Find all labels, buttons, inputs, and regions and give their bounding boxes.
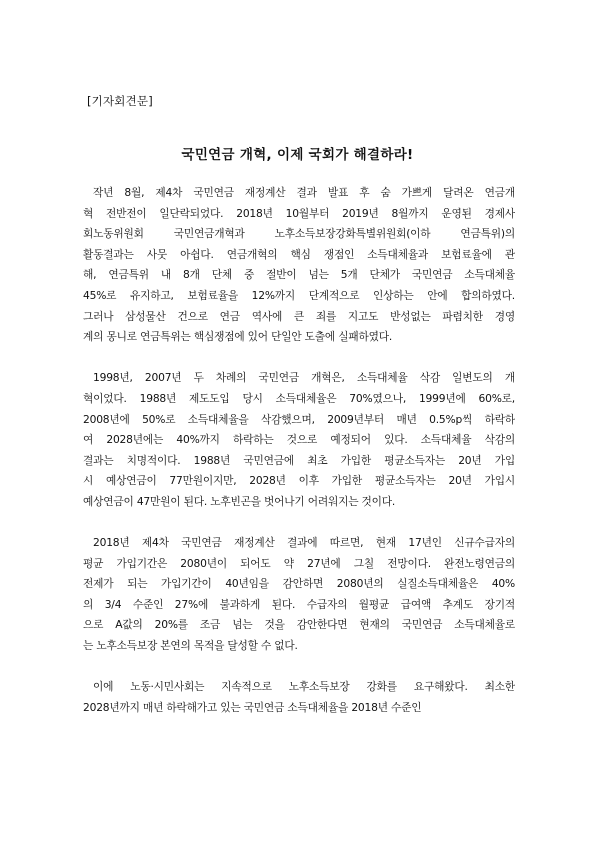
paragraph-2 [83, 368, 515, 512]
paragraph-line: 예상연금이 47만원이 된다. 노후빈곤을 벗어나기 어려워지는 것이다. [83, 494, 396, 508]
paragraph-line: 2028년까지 매년 하락해가고 있는 국민연금 소득대체율을 2018년 수준인 [83, 700, 422, 714]
paragraph-line: 작년 8월, 제4차 국민연금 재정계산 결과 발표 후 숨 가쁘게 달려온 연금개 [93, 186, 515, 199]
paragraph-line: 시 예상연금이 77만원이지만, 2028년 이후 가입한 평균소득자는 20년 가입시 [83, 474, 515, 488]
paragraph-1 [83, 183, 515, 348]
paragraph-line: 혁이었다. 1988년 제도도입 당시 소득대체율은 70%였으나, 1999년에 60%로, [83, 391, 515, 405]
paragraph-line: 활동결과는 사뭇 아쉽다. 연금개혁의 핵심 쟁점인 소득대체율과 보험료율에 관 [83, 247, 515, 261]
paragraph-line: 전제가 되는 가입기간이 40년임을 감안하면 2080년의 실질소득대체율은 40% [83, 577, 515, 591]
paragraph-3 [83, 533, 515, 657]
paragraph-line: 평균 가입기간은 2080년이 되어도 약 27년에 그칠 전망이다. 완전노령연금의 [83, 556, 515, 570]
paragraph-line: 는 노후소득보장 본연의 목적을 달성할 수 없다. [83, 639, 298, 653]
document-title: 국민연금 개혁, 이제 국회가 해결하라! [181, 147, 414, 163]
paragraph-line: 회노동위원회 국민연금개혁과 노후소득보장강화특별위원회(이하 연금특위)의 [83, 227, 515, 241]
paragraph-line: 계의 몽니로 연금특위는 핵심쟁점에 있어 단일안 도출에 실패하였다. [83, 330, 393, 344]
paragraph-line: 으로 A값의 20%를 조금 넘는 것을 감안한다면 현재의 국민연금 소득대체율로 [83, 618, 515, 632]
paragraph-line: 결과는 치명적이다. 1988년 국민연금에 최초 가입한 평균소득자는 20년 가입 [83, 453, 515, 467]
paragraph-line: 의 3/4 수준인 27%에 불과하게 된다. 수급자의 월평균 급여액 추계도 장기적 [83, 597, 515, 611]
paragraph-line: 혁 전반전이 일단락되었다. 2018년 10월부터 2019년 8월까지 운영된 경제사 [83, 206, 515, 220]
paragraph-line: 해, 연금특위 내 8개 단체 중 절반이 넘는 5개 단체가 국민연금 소득대체율 [83, 268, 515, 282]
paragraph-gap [83, 348, 515, 369]
paragraph-line: 2008년에 50%로 소득대체율을 삭감했으며, 2009년부터 매년 0.5%p씩 하락하 [83, 412, 515, 426]
paragraph-line: 이에 노동·시민사회는 지속적으로 노후소득보장 강화를 요구해왔다. 최소한 [93, 680, 515, 694]
paragraph-line: 여 2028년에는 40%까지 하락하는 것으로 예정되어 있다. 소득대체율 삭감의 [83, 433, 515, 447]
paragraph-line: 45%로 유지하고, 보험료율을 12%까지 단계적으로 인상하는 안에 합의하였다. [83, 288, 515, 302]
document-body [83, 183, 515, 718]
document-tag: [기자회견문] [87, 94, 153, 108]
paragraph-line: 그러나 삼성물산 건으로 연금 역사에 큰 죄를 지고도 반성없는 파렴치한 경영 [83, 309, 515, 323]
paragraph-line: 1998년, 2007년 두 차례의 국민연금 개혁은, 소득대체율 삭감 일변도의 개 [93, 371, 515, 385]
paragraph-line: 2018년 제4차 국민연금 재정계산 결과에 따르면, 현재 17년인 신규수급자의 [93, 536, 515, 550]
paragraph-4 [83, 677, 515, 718]
paragraph-gap [83, 513, 515, 534]
paragraph-gap [83, 657, 515, 678]
